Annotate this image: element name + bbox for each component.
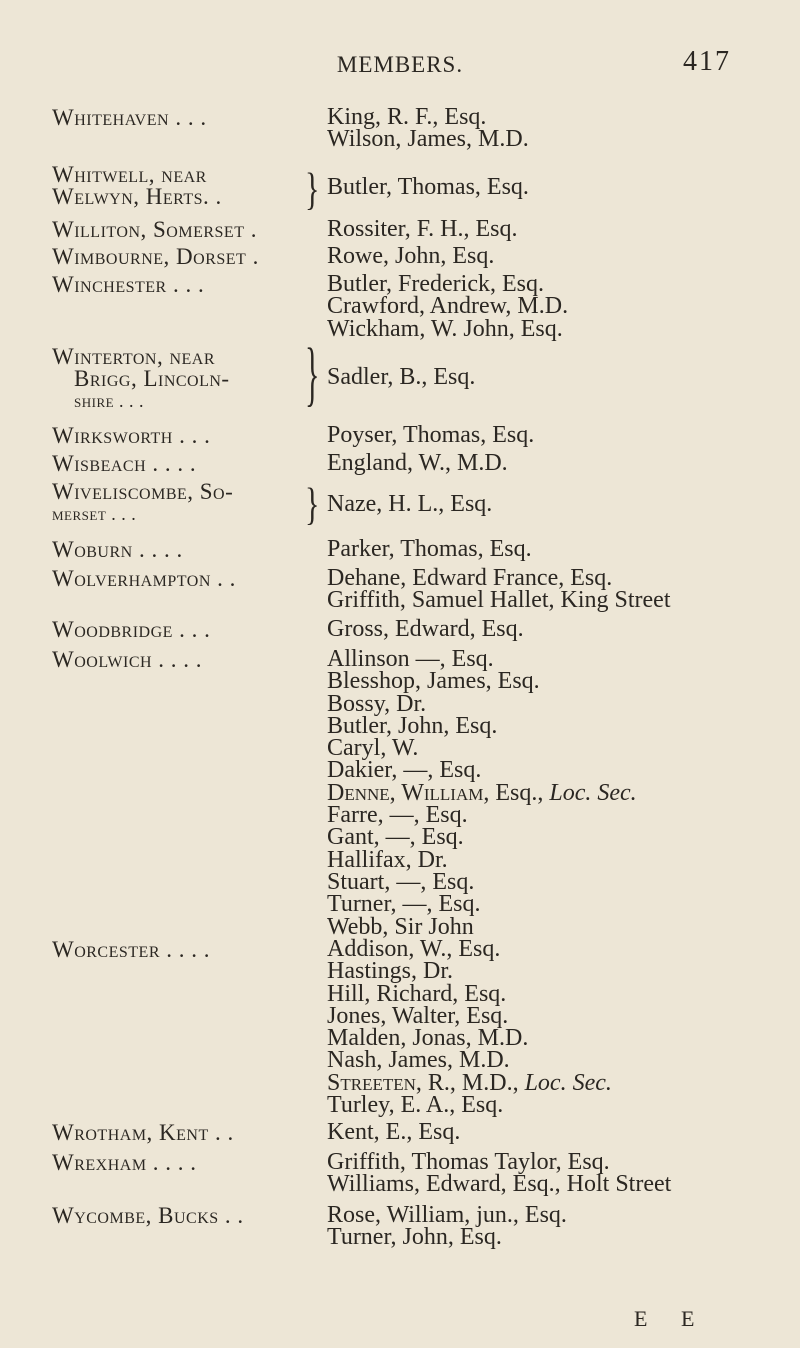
page-number: 417	[683, 46, 731, 77]
member-name: Farre, —, Esq.	[327, 802, 468, 829]
member-name: Poyser, Thomas, Esq.	[327, 422, 535, 448]
member-name: Gross, Edward, Esq.	[327, 616, 524, 642]
member-name: Nash, James, M.D.	[327, 1047, 510, 1074]
names-whitehaven	[327, 106, 529, 151]
member-name: Williams, Edward, Esq., Holt Street	[327, 1171, 672, 1198]
place-wimbourne: Wimbourne, Dorset .	[52, 244, 259, 269]
names-williton	[327, 218, 517, 240]
member-name: Hastings, Dr.	[327, 958, 453, 985]
member-name: Griffith, Thomas Taylor, Esq.	[327, 1149, 610, 1175]
place-wrexham: Wrexham . . . .	[52, 1150, 197, 1175]
place-wisbeach: Wisbeach . . . .	[52, 451, 197, 476]
member-name: Caryl, W.	[327, 735, 419, 762]
member-name: Webb, Sir John	[327, 913, 474, 940]
member-name: Griffith, Samuel Hallet, King Street	[327, 587, 671, 614]
place-wrotham: Wrotham, Kent . .	[52, 1120, 234, 1145]
names-wrexham	[327, 1151, 671, 1196]
member-name: Rose, William, jun., Esq.	[327, 1202, 567, 1228]
names-winchester	[327, 273, 568, 340]
brace-icon: }	[305, 165, 320, 215]
member-name: Turner, —, Esq.	[327, 891, 481, 918]
place-whitwell: Whitwell, near Welwyn, Herts. .	[52, 162, 222, 209]
member-name: Dehane, Edward France, Esq.	[327, 565, 613, 591]
member-name: England, W., M.D.	[327, 450, 508, 476]
names-wolverhampton	[327, 567, 671, 612]
names-wimbourne	[327, 245, 494, 267]
member-name: Kent, E., Esq.	[327, 1119, 461, 1145]
member-name: Stuart, —, Esq.	[327, 868, 475, 895]
member-name: Addison, W., Esq.	[327, 936, 501, 962]
member-name: Sadler, B., Esq.	[327, 364, 476, 390]
names-woburn	[327, 538, 532, 560]
member-name: Dakier, —, Esq.	[327, 757, 482, 784]
place-wiveliscombe: Wiveliscombe, So- merset . . .	[52, 479, 234, 524]
names-wrotham	[327, 1121, 460, 1143]
member-name-local-secretary: Denne, William, Esq., Loc. Sec.	[327, 779, 637, 806]
place-worcester: Worcester . . . .	[52, 937, 210, 962]
member-name-local-secretary: Streeten, R., M.D., Loc. Sec.	[327, 1069, 612, 1096]
signature-mark: E E	[634, 1306, 709, 1331]
place-woodbridge: Woodbridge . . .	[52, 617, 211, 642]
brace-icon: }	[305, 480, 320, 530]
place-whitehaven: Whitehaven . . .	[52, 105, 207, 130]
member-name: Allinson —, Esq.	[327, 646, 494, 672]
member-name: Naze, H. L., Esq.	[327, 491, 493, 517]
place-williton: Williton, Somerset .	[52, 217, 257, 242]
names-winterton	[327, 366, 475, 388]
member-name: Butler, Thomas, Esq.	[327, 174, 529, 200]
member-name: Butler, John, Esq.	[327, 712, 498, 739]
member-name: Rowe, John, Esq.	[327, 243, 495, 269]
member-name: Parker, Thomas, Esq.	[327, 536, 532, 562]
names-wirksworth	[327, 424, 534, 446]
page-title: MEMBERS.	[336, 52, 464, 77]
member-name: Gant, —, Esq.	[327, 824, 464, 851]
names-woodbridge	[327, 618, 524, 640]
member-name: King, R. F., Esq.	[327, 104, 487, 130]
place-wycombe: Wycombe, Bucks . .	[52, 1203, 244, 1228]
names-woolwich	[327, 648, 637, 938]
place-winchester: Winchester . . .	[52, 272, 205, 297]
names-whitwell	[327, 176, 529, 198]
member-name: Wilson, James, M.D.	[327, 126, 529, 153]
place-winterton: Winterton, near Brigg, Lincoln- shire . . .	[52, 344, 230, 411]
brace-icon: }	[305, 335, 320, 415]
names-wycombe	[327, 1204, 567, 1249]
place-woburn: Woburn . . . .	[52, 537, 183, 562]
member-name: Jones, Walter, Esq.	[327, 1002, 509, 1029]
place-wirksworth: Wirksworth . . .	[52, 423, 211, 448]
names-wiveliscombe	[327, 493, 492, 515]
member-name: Crawford, Andrew, M.D.	[327, 293, 569, 320]
member-name: Malden, Jonas, M.D.	[327, 1025, 529, 1052]
member-name: Butler, Frederick, Esq.	[327, 271, 544, 297]
member-name: Wickham, W. John, Esq.	[327, 315, 563, 342]
member-name: Turner, John, Esq.	[327, 1224, 502, 1251]
member-name: Hallifax, Dr.	[327, 846, 448, 873]
place-woolwich: Woolwich . . . .	[52, 647, 203, 672]
member-name: Blesshop, James, Esq.	[327, 668, 540, 695]
member-name: Hill, Richard, Esq.	[327, 980, 507, 1007]
member-name: Rossiter, F. H., Esq.	[327, 216, 518, 242]
place-wolverhampton: Wolverhampton . .	[52, 566, 236, 591]
names-wisbeach	[327, 452, 508, 474]
names-worcester	[327, 936, 612, 1119]
member-name: Turley, E. A., Esq.	[327, 1092, 504, 1119]
member-name: Bossy, Dr.	[327, 690, 427, 717]
